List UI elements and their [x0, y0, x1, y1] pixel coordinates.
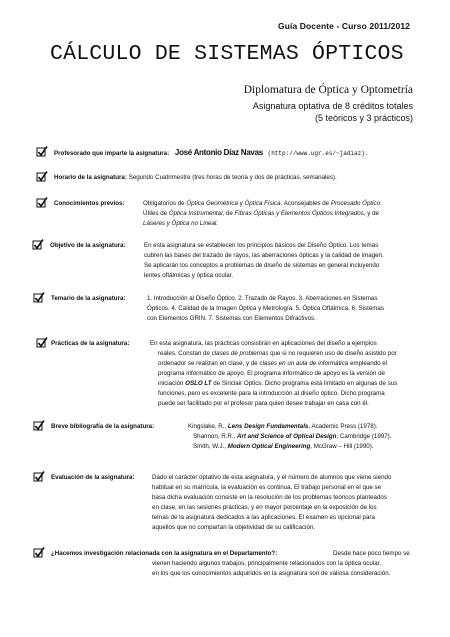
section-text-line: 1. Introducción al Diseño Óptico. 2. Trazado de Rayos. 3. Aberraciones en Sistemas [147, 295, 378, 302]
section-text: Segundo Cuatrimestre (tres horas de teoría y dos de prácticas, semanales). [128, 174, 337, 181]
section-label: Horario de la asignatura: [54, 174, 127, 181]
program-title: Diplomatura de Óptica y Optometría [243, 84, 413, 96]
section-text-line: ordenador se realizan en clase, y de clases en un aula de informática empleando el [158, 360, 388, 367]
section-label: Conocimientos previos: [54, 200, 125, 207]
section-label: Breve bibliografía de la asignatura: [51, 423, 155, 430]
section-text-line: cubren las bases del trazado de rayos, las aberraciones ópticas y la calidad de imagen. [144, 252, 384, 259]
checkmark-icon [36, 337, 48, 349]
section-text-line: funciones, pero es excelente para la introducción al diseño óptico. Dicho programa [158, 390, 385, 397]
section-text-line: Se aplicarán los conceptos a problemas de diseño de sistemas en general incluyendo [144, 262, 380, 269]
checkmark-icon [36, 197, 48, 209]
credits-breakdown: (5 teóricos y 3 prácticos) [314, 113, 413, 123]
section-text-line: Dado el carácter optativo de esta asignatura, y el número de alumnos que viene siendo [152, 474, 392, 481]
section-text-line: Láseres y Óptica no Lineal. [143, 220, 218, 227]
section-text-line: habitual en su matrícula, la evaluación es continua. El trabajo personal en el que se [152, 484, 382, 491]
section-text-line: vienen haciendo algunos trabajos, principalmente relacionados con la óptica ocular, [152, 560, 382, 567]
section-label: Temario de la asignatura: [51, 295, 126, 302]
page-title: CÁLCULO DE SISTEMAS ÓPTICOS [50, 42, 404, 66]
section-label: Objetivo de la asignatura: [50, 242, 126, 249]
section-label: Prácticas de la asignatura: [51, 340, 130, 347]
section-text-line: en los que los conocimientos adquiridos en la asignatura son de valiosa consideración. [152, 570, 391, 577]
subject-type: Asignatura optativa de 8 créditos totales [252, 101, 413, 111]
checkmark-icon [33, 547, 45, 559]
section-label: Evaluación de la asignatura: [51, 474, 135, 481]
course-header: Guía Docente - Curso 2011/2012 [278, 21, 410, 31]
checkmark-icon [33, 420, 45, 432]
bibliography-item: Shannon, R.R., Art and Science of Optical Design, Cambridge (1997). [193, 433, 392, 440]
section-text-line: reales. Constan de clases de problemas que si no requieren uso de diseño asistido por [158, 350, 397, 357]
section-text-line: puede ser facilitado por el profesor para quien desee trabajar en casa con él. [158, 400, 369, 407]
section-text-line: Ópticos. 4. Calidad de la Imagen Óptica y Metrología. 5. Óptica Oftálmica. 6. Sistemas [147, 305, 384, 312]
section-text-line: aquellos que no compartan la objetividad de su calificación. [152, 524, 316, 531]
section-label: ¿Hacemos investigación relacionada con la asignatura en el Departamento?: [51, 550, 278, 557]
bibliography-item: Kingslake, R., Lens Design Fundamentals, Academic Press (1978). [188, 423, 378, 430]
section-label: Profesorado que imparte la asignatura: [54, 150, 170, 157]
checkmark-icon [36, 171, 48, 183]
professor-url[interactable]: (http://www.ugr.es/~jadiaz). [267, 150, 369, 157]
section-text-line: Desde hace poco tiempo se [333, 550, 410, 557]
bibliography-item: Smith, W.J., Modern Optical Engineering, McGraw – Hill (1990). [193, 443, 374, 450]
section-text-line: programa informático de apoyo. El programa informático de apoyo es la versión de [158, 370, 385, 377]
section-text-line: iniciación OSLO LT de Sinclair Optics. Dicho programa está limitado en algunas de sus [158, 380, 398, 387]
section-text-line: En esta asignatura se establecen los principios básicos del Diseño Óptico. Los temas [144, 242, 379, 249]
section-text-line: Útiles de Óptica Instrumental, de Fibras Ópticas y Elementos Ópticos Integrados, y de [143, 210, 379, 217]
section-text-line: lentes oftálmicas y óptica ocular. [144, 272, 234, 279]
section-text-line: en clase, en las sesiones prácticas, y en mayor porcentaje en la exposición de los [152, 504, 377, 511]
checkmark-icon [33, 471, 45, 483]
checkmark-icon [32, 239, 44, 251]
section-text-line: basa dicha evaluación consiste en la resolución de los problemas teóricos planteados [152, 494, 387, 501]
checkmark-icon [33, 292, 45, 304]
checkmark-icon [36, 146, 48, 158]
section-text-line: con Elementos GRIN. 7. Sistemas con Elementos Difractivos. [147, 315, 316, 322]
section-text-line: En esta asignatura, las prácticas consistirán en aplicaciones del diseño a ejemplos [150, 340, 377, 347]
professor-name: José Antonio Díaz Navas [174, 148, 263, 157]
section-text-line: Obligatorios de Óptica Geométrica y Óptica Física. Aconsejables de Procesado Óptico. [143, 200, 382, 207]
section-text-line: temas de la asignatura dedicados a las aplicaciones. El examen es opcional para [152, 514, 375, 521]
